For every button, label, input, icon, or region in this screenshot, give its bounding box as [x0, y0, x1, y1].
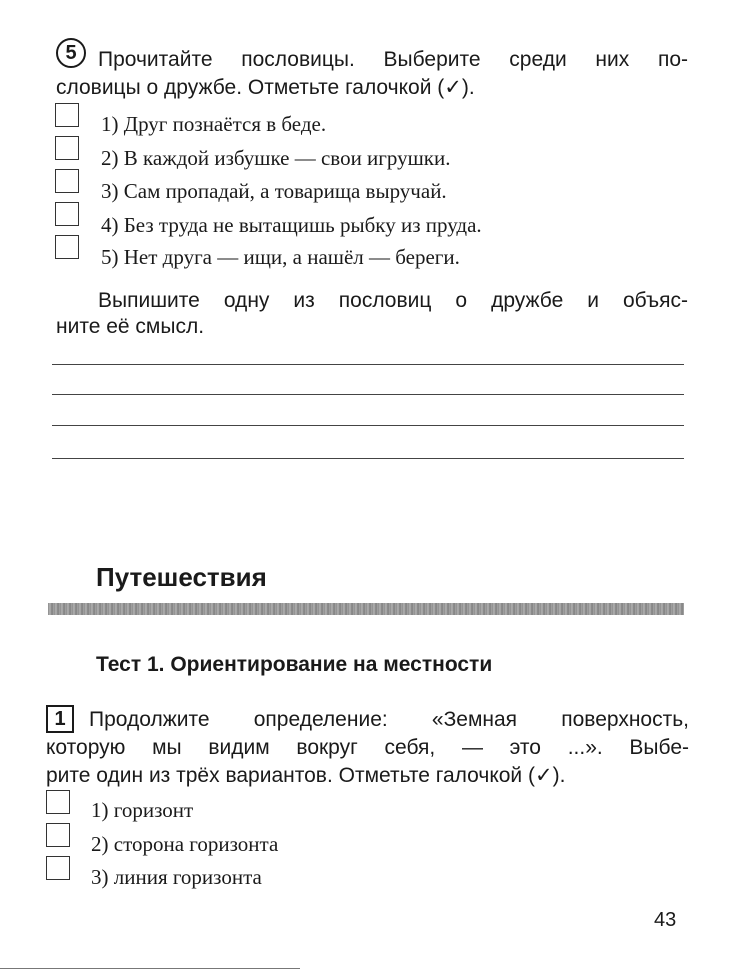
checkbox-proverb-3[interactable]: [55, 169, 79, 193]
task-1-number: 1: [46, 705, 74, 733]
checkbox-proverb-5[interactable]: [55, 235, 79, 259]
task-5-write-instruction-line-2: ните её смысл.: [56, 315, 205, 338]
checkbox-answer-3[interactable]: [46, 856, 70, 880]
checkbox-proverb-1[interactable]: [55, 103, 79, 127]
task-1-instruction-line-2: которую мы видим вокруг себя, — это ...». Выбе-: [46, 736, 689, 759]
answer-line-3[interactable]: [52, 425, 684, 426]
task-1-instruction-line-3: рите один из трёх вариантов. Отметьте галочкой (✓).: [46, 764, 566, 787]
task-5-instruction-line-1: Прочитайте пословицы. Выберите среди них по-: [98, 48, 688, 71]
answer-option-2: 2) сторона горизонта: [91, 832, 279, 856]
answer-line-2[interactable]: [52, 394, 684, 395]
checkbox-answer-2[interactable]: [46, 823, 70, 847]
proverb-option-1: 1) Друг познаётся в беде.: [101, 112, 327, 136]
proverb-option-5: 5) Нет друга — ищи, а нашёл — береги.: [101, 245, 460, 269]
checkbox-proverb-2[interactable]: [55, 136, 79, 160]
checkbox-answer-1[interactable]: [46, 790, 70, 814]
task-5-number: 5: [56, 38, 86, 68]
task-1-instruction-line-1: Продолжите определение: «Земная поверхность,: [89, 708, 689, 731]
answer-line-1[interactable]: [52, 364, 684, 365]
test-title: Тест 1. Ориентирование на местности: [96, 653, 493, 676]
answer-option-3: 3) линия горизонта: [91, 865, 262, 889]
proverb-option-3: 3) Сам пропадай, а товарища выручай.: [101, 179, 447, 203]
section-title: Путешествия: [96, 562, 267, 592]
proverb-option-4: 4) Без труда не вытащишь рыбку из пруда.: [101, 213, 482, 237]
section-divider: [48, 603, 684, 615]
checkbox-proverb-4[interactable]: [55, 202, 79, 226]
answer-option-1: 1) горизонт: [91, 798, 194, 822]
page-number: 43: [654, 909, 677, 931]
task-5-instruction-line-2: словицы о дружбе. Отметьте галочкой (✓).: [56, 76, 475, 99]
task-5-write-instruction-line-1: Выпишите одну из пословиц о дружбе и объяс-: [98, 289, 688, 312]
page-bottom-rule: [0, 968, 300, 969]
answer-line-4[interactable]: [52, 458, 684, 459]
proverb-option-2: 2) В каждой избушке — свои игрушки.: [101, 146, 451, 170]
